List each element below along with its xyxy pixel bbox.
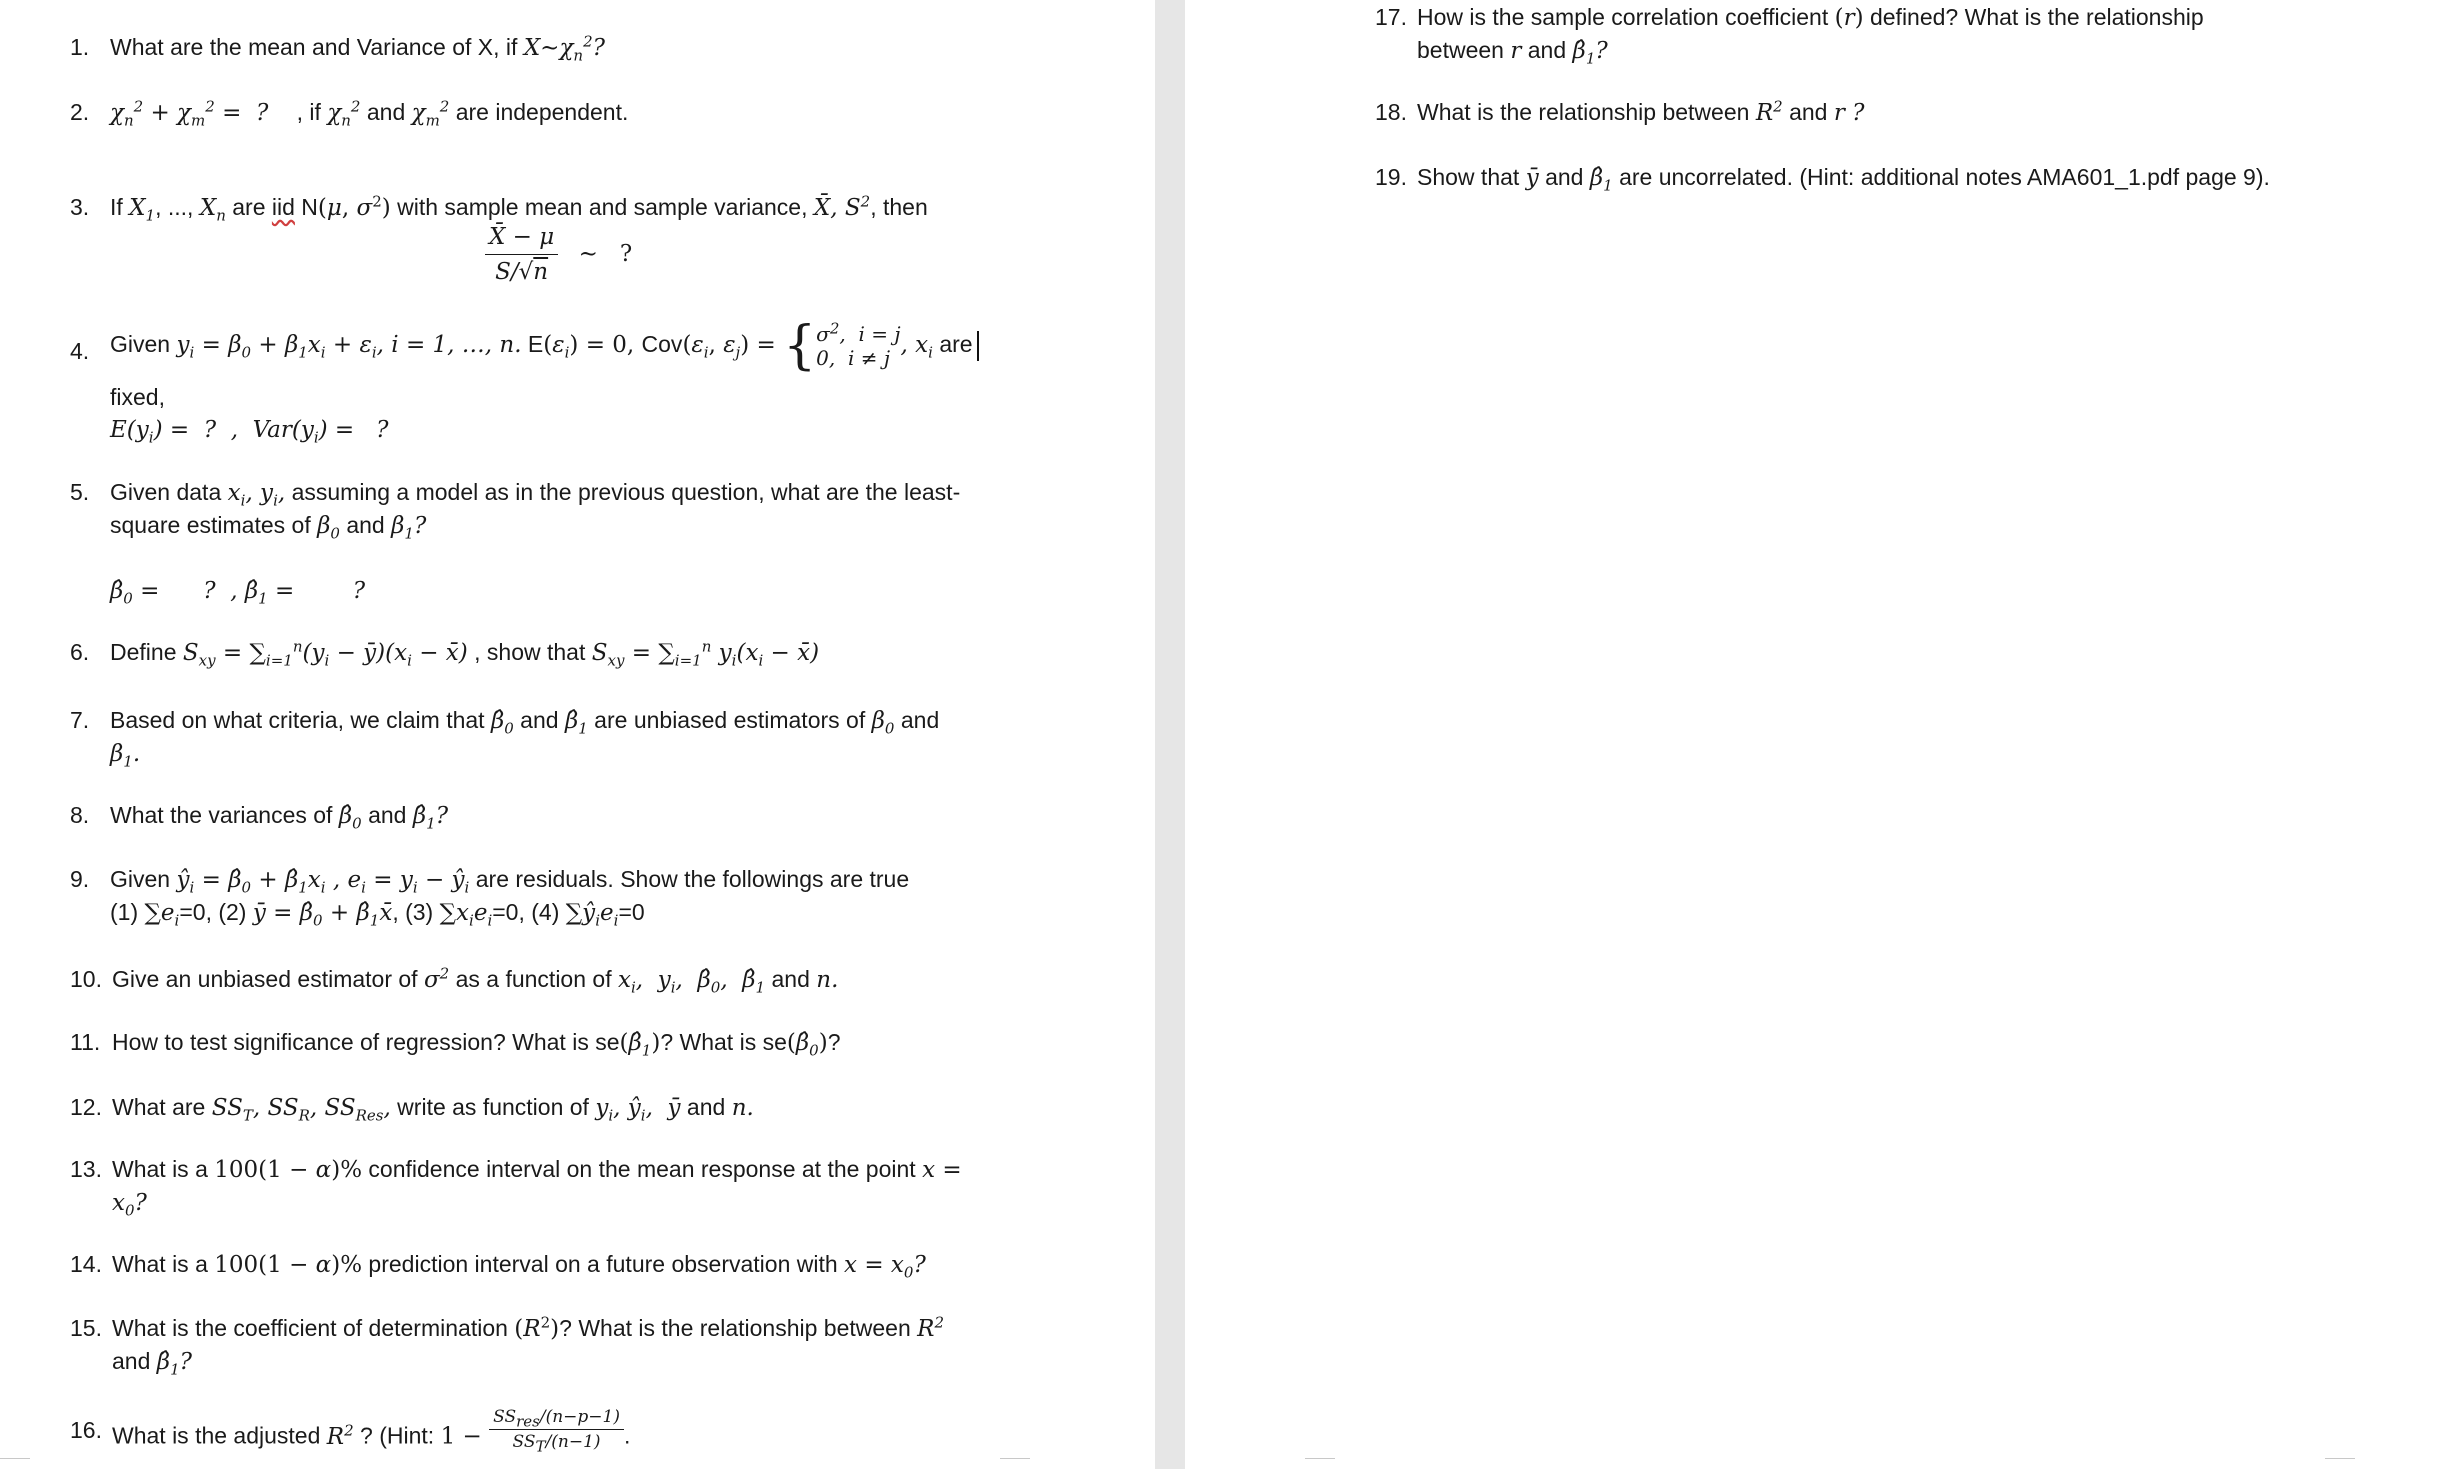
q9-math-a: $ŷ_i$ = $\betâ_0$ + $\betâ_1x_i$ , $e_i = y_i$ − $ŷ_i$ <box>176 867 470 897</box>
q4-cases: $\sigma^2$, i = j 0, i ≠ j <box>816 319 901 370</box>
question-12 <box>70 1090 1130 1130</box>
q7-text-a: Based on what criteria, we claim that <box>110 707 491 733</box>
page-corner-mark <box>0 1458 30 1469</box>
q4-math-b: $(\varepsilon_i) = 0$, <box>543 332 642 362</box>
q11-text-b: ? What is se <box>660 1029 787 1055</box>
question-text <box>112 1025 840 1060</box>
question-8 <box>70 798 1130 838</box>
question-17 <box>1375 0 2415 70</box>
q18-math-b: r ? <box>1833 100 1865 126</box>
q3-text-e: , then <box>870 194 928 220</box>
q17-math-c: $\betâ_1$? <box>1572 38 1608 68</box>
question-number: 3. <box>70 194 90 220</box>
q3-iid: iid <box>271 194 295 220</box>
q5-math-c: $\beta_1$? <box>391 513 427 543</box>
question-number: 1. <box>70 34 90 60</box>
q4-fixed: fixed, <box>110 384 165 410</box>
question-text <box>1417 0 2204 35</box>
question-10 <box>70 962 1130 1002</box>
q3-text-d: with sample mean and sample variance, <box>390 194 814 220</box>
question-text <box>110 703 939 738</box>
question-text <box>112 1152 962 1187</box>
q13-math-a: 100(1 − α)% <box>214 1157 363 1183</box>
q7-math-d: $\beta_1$. <box>110 741 141 771</box>
q3-tilde: ∼ ? <box>578 240 633 267</box>
q15-text-b: ? What is the relationship between <box>559 1315 918 1341</box>
q4-cov: Cov <box>641 331 683 358</box>
question-6 <box>70 635 1130 675</box>
question-16 <box>70 1405 1130 1465</box>
q7-and: and <box>513 707 565 733</box>
question-14 <box>70 1247 1130 1287</box>
question-text <box>1417 95 1864 130</box>
question-number: 11. <box>70 1029 101 1055</box>
q15-math-a: $(R^2)$ <box>514 1313 560 1342</box>
page-gap <box>1155 0 1185 1469</box>
q19-and: and <box>1538 164 1590 190</box>
q5-line2-text: square estimates of <box>110 512 318 538</box>
q5-math-d: $\betâ_0$ = ? , $\betâ_1$ = ? <box>110 578 366 608</box>
q18-and: and <box>1782 99 1834 125</box>
q12-math-a: $SS_T$, $SS_R$, $SS_{Res}$, <box>211 1095 391 1125</box>
q5-line1: Given data <box>110 479 228 505</box>
q13-text-a: What is a <box>112 1156 215 1182</box>
q11-math-b: $(\betâ_0)$ <box>786 1030 828 1060</box>
question-number: 17. <box>1375 4 1407 30</box>
question-text <box>110 798 448 833</box>
q4-math-c: ($\varepsilon_i$, $\varepsilon_j$) = <box>682 332 784 362</box>
q3-math-a: $X_1$ <box>129 195 156 225</box>
question-3 <box>70 190 1130 300</box>
q8-math-a: $\betâ_0$ <box>338 803 362 833</box>
q5-line1b: assuming a model as in the previous question, what are the least- <box>285 479 961 505</box>
q7-and2: and <box>894 707 940 733</box>
question-18 <box>1375 95 2415 135</box>
q17-and: and <box>1521 37 1573 63</box>
question-text <box>110 316 979 376</box>
q1-text: What are the mean and Variance of X, if <box>110 34 524 60</box>
question-1 <box>70 30 1130 70</box>
q17-math-a: (r) <box>1834 5 1864 31</box>
question-number: 6. <box>70 639 90 665</box>
q12-math-b: $y_i$, $ŷ_i$, ȳ <box>595 1095 681 1125</box>
q16-math-b: 1 − <box>440 1423 490 1450</box>
question-text <box>110 862 909 897</box>
q5-line3 <box>110 573 365 608</box>
q7-math-c: $\beta_0$ <box>871 708 895 738</box>
question-number: 18. <box>1375 99 1407 125</box>
q7-text-b: are unbiased estimators of <box>587 707 872 733</box>
q9-line2: (1) $\sum e_i=0$, (2) ȳ = $\betâ_0$ + $\betâ_1x̄$, (3) $\sum x_ie_i=0$, (4) $\sum ŷ_ie_i=0$ <box>110 899 645 930</box>
question-5 <box>70 475 1130 615</box>
question-number: 13. <box>70 1156 102 1182</box>
q4-text-a: Given <box>110 331 177 358</box>
question-text <box>112 962 838 997</box>
q8-math-b: $\betâ_1$? <box>412 803 449 833</box>
q2-math: $\chi_n^2 + \chi_m^2$ = ? <box>110 97 291 130</box>
q2-and: and <box>360 99 412 125</box>
q8-text-a: What the variances of <box>110 802 339 828</box>
question-4 <box>70 316 1130 450</box>
q3-text-a: If <box>110 194 130 220</box>
q13-math-b: x = <box>922 1157 962 1183</box>
q10-text-b: as a function of <box>449 966 618 992</box>
question-9 <box>70 862 1130 932</box>
q13-line2 <box>112 1185 147 1220</box>
q18-text-a: What is the relationship between <box>1417 99 1756 125</box>
q4-math-e: $E(y_i)$ = ? , $Var(y_i)$ = ? <box>110 417 389 447</box>
q19-text-a: Show that <box>1417 164 1526 190</box>
q10-math-b: $x_i$, $y_i$, $\betâ_0$, $\betâ_1$ <box>617 967 766 997</box>
q15-text-a: What is the coefficient of determination <box>112 1315 515 1341</box>
question-number: 15. <box>70 1315 102 1341</box>
question-11 <box>70 1025 1130 1065</box>
q19-math-b: $\betâ_1$ <box>1589 165 1613 195</box>
question-number: 7. <box>70 707 90 733</box>
q18-math-a: $R^2$ <box>1755 97 1783 126</box>
q9-math-e: $\sum ŷ_ie_i$ <box>565 900 619 930</box>
q15-and: and <box>112 1348 157 1374</box>
question-text: If $X_1$, ..., $X_n$ are iid N(μ, $\sigma^2$) with sample mean and sample variance, X̄, $S^2$, then <box>110 192 928 225</box>
q4-expect: E <box>527 331 544 358</box>
q3-math-b: $X_n$ <box>199 195 226 225</box>
q16-fraction: $\frac{SS_{res}/(n-p-1)}{SS_T/(n-1)}$ <box>489 1405 624 1454</box>
question-number: 10. <box>70 966 102 992</box>
question-19 <box>1375 160 2415 200</box>
q17-line2 <box>1417 33 1608 68</box>
page-corner-mark <box>1000 1458 1030 1469</box>
q6-math-b: $S_{xy} = \sum_{i=1}^n$ $y_i(x_i$ − x̄) <box>591 637 820 670</box>
question-number: 12. <box>70 1094 102 1120</box>
question-number: 14. <box>70 1251 102 1277</box>
q9-math-d: $\sum x_ie_i$ <box>439 900 493 930</box>
q17-line2a: between <box>1417 37 1511 63</box>
question-number: 9. <box>70 866 90 892</box>
q9-text-b: are residuals. Show the followings are true <box>469 866 910 892</box>
q10-math-c: n. <box>816 967 839 993</box>
q14-text-b: prediction interval on a future observation with <box>362 1251 845 1277</box>
q4-text-b: are <box>932 331 973 358</box>
q4-math-a: $y_i = \beta_0 + \beta_1x_i + \varepsilon_i$, i = 1, …, n. <box>176 332 522 362</box>
q15-math-c: $\betâ_1$? <box>156 1349 192 1379</box>
q9-math-b: $\sum e_i$ <box>144 900 180 930</box>
q9-math-c: ȳ = $\betâ_0$ + $\betâ_1x̄$ <box>252 900 393 930</box>
question-13 <box>70 1152 1130 1222</box>
q16-text-b: ? (Hint: <box>353 1422 441 1449</box>
q13-math-c: $x_0$? <box>112 1190 147 1220</box>
q10-and: and <box>765 966 817 992</box>
q12-text-b: write as function of <box>390 1094 596 1120</box>
q19-math-a: ȳ <box>1525 165 1539 191</box>
q17-text-b: defined? What is the relationship <box>1863 4 2204 30</box>
left-page <box>0 0 1155 1469</box>
question-text <box>112 1090 754 1125</box>
q5-math-a: $x_i$, $y_i$, <box>227 480 286 510</box>
question-7 <box>70 703 1130 773</box>
q14-math-a: 100(1 − α)% <box>214 1252 363 1278</box>
question-text: What is the adjusted $R^2$ ? (Hint: 1 − $\frac{SS_{res}/(n-p-1)}{SS_T/(n-1)}$ . <box>112 1407 631 1456</box>
q2-math-b: $\chi_n^2$ <box>327 97 361 130</box>
right-page <box>1185 0 2441 1469</box>
q11-text-a: How to test significance of regression? What is se <box>112 1029 620 1055</box>
q3-text-b: are <box>225 194 272 220</box>
question-number: 16. <box>70 1417 102 1443</box>
question-15 <box>70 1311 1130 1381</box>
q9-text-a: Given <box>110 866 177 892</box>
q2-text-end: are independent. <box>449 99 629 125</box>
q4-brace: { <box>783 316 817 376</box>
q19-text-b: are uncorrelated. (Hint: additional notes AMA601_1.pdf page 9). <box>1612 164 2270 190</box>
q4-math-d: , $x_i$ <box>900 332 933 362</box>
q14-math-b: $x = x_0$? <box>844 1252 926 1282</box>
question-text <box>110 475 960 510</box>
question-number: 2. <box>70 99 90 125</box>
question-text <box>110 30 605 65</box>
question-number: 5. <box>70 479 90 505</box>
q10-math-a: $\sigma^2$ <box>423 964 450 993</box>
q15-line2 <box>112 1344 192 1379</box>
question-text <box>1417 160 2270 195</box>
q11-text-c: ? <box>827 1029 841 1055</box>
q12-and: and <box>680 1094 732 1120</box>
q7-math-a: $\betâ_0$ <box>490 708 514 738</box>
question-text <box>110 95 628 130</box>
q17-text-a: How is the sample correlation coefficient <box>1417 4 1835 30</box>
q7-line2 <box>110 736 140 771</box>
q1-math: $X\sim\chi_n^2$? <box>523 32 605 65</box>
q16-text-a: What is the adjusted <box>112 1422 327 1449</box>
question-text <box>112 1247 926 1282</box>
q17-math-b: r <box>1510 38 1522 64</box>
q5-math-b: $\beta_0$ <box>317 513 340 543</box>
q3-fraction-line <box>485 220 632 289</box>
q16-math-a: $R^2$ <box>326 1420 354 1450</box>
page-corner-mark <box>2325 1458 2355 1469</box>
q6-text-a: Define <box>110 639 183 665</box>
question-text <box>112 1311 944 1346</box>
q7-math-b: $\betâ_1$ <box>564 708 588 738</box>
q6-math-a: $S_{xy} = \sum_{i=1}^n(y_i$ − $ȳ)(x_i$ − x̄) <box>182 637 468 670</box>
q5-and: and <box>339 512 392 538</box>
q12-math-c: n. <box>731 1095 754 1121</box>
q2-text-mid: , if <box>290 99 328 125</box>
q14-text-a: What is a <box>112 1251 215 1277</box>
q4-line3 <box>110 412 388 447</box>
q13-text-b: confidence interval on the mean response at the point <box>362 1156 923 1182</box>
page-corner-mark <box>1305 1458 1335 1469</box>
q3-text-c: N <box>294 194 318 220</box>
q3-fraction: $\frac{X̄ - \mu}{S/√n}$ <box>485 220 558 289</box>
q2-math-c: $\chi_m^2$ <box>411 97 450 130</box>
question-number: 19. <box>1375 164 1407 190</box>
q12-text-a: What are <box>112 1094 212 1120</box>
question-number: 4. <box>70 338 90 364</box>
q15-math-b: $R^2$ <box>917 1313 944 1342</box>
q6-text-b: , show that <box>467 639 592 665</box>
question-text <box>110 635 819 670</box>
text-cursor <box>977 331 979 361</box>
q4-line2 <box>110 380 165 414</box>
q8-and: and <box>361 802 413 828</box>
question-2 <box>70 95 1130 135</box>
q10-text-a: Give an unbiased estimator of <box>112 966 424 992</box>
q11-math-a: $(\betâ_1)$ <box>619 1030 661 1060</box>
q3-math-d: X̄, $S^2$ <box>813 192 871 221</box>
q5-line2 <box>110 508 426 543</box>
q3-math-c: (μ, $\sigma^2$) <box>317 192 391 221</box>
question-number: 8. <box>70 802 90 828</box>
